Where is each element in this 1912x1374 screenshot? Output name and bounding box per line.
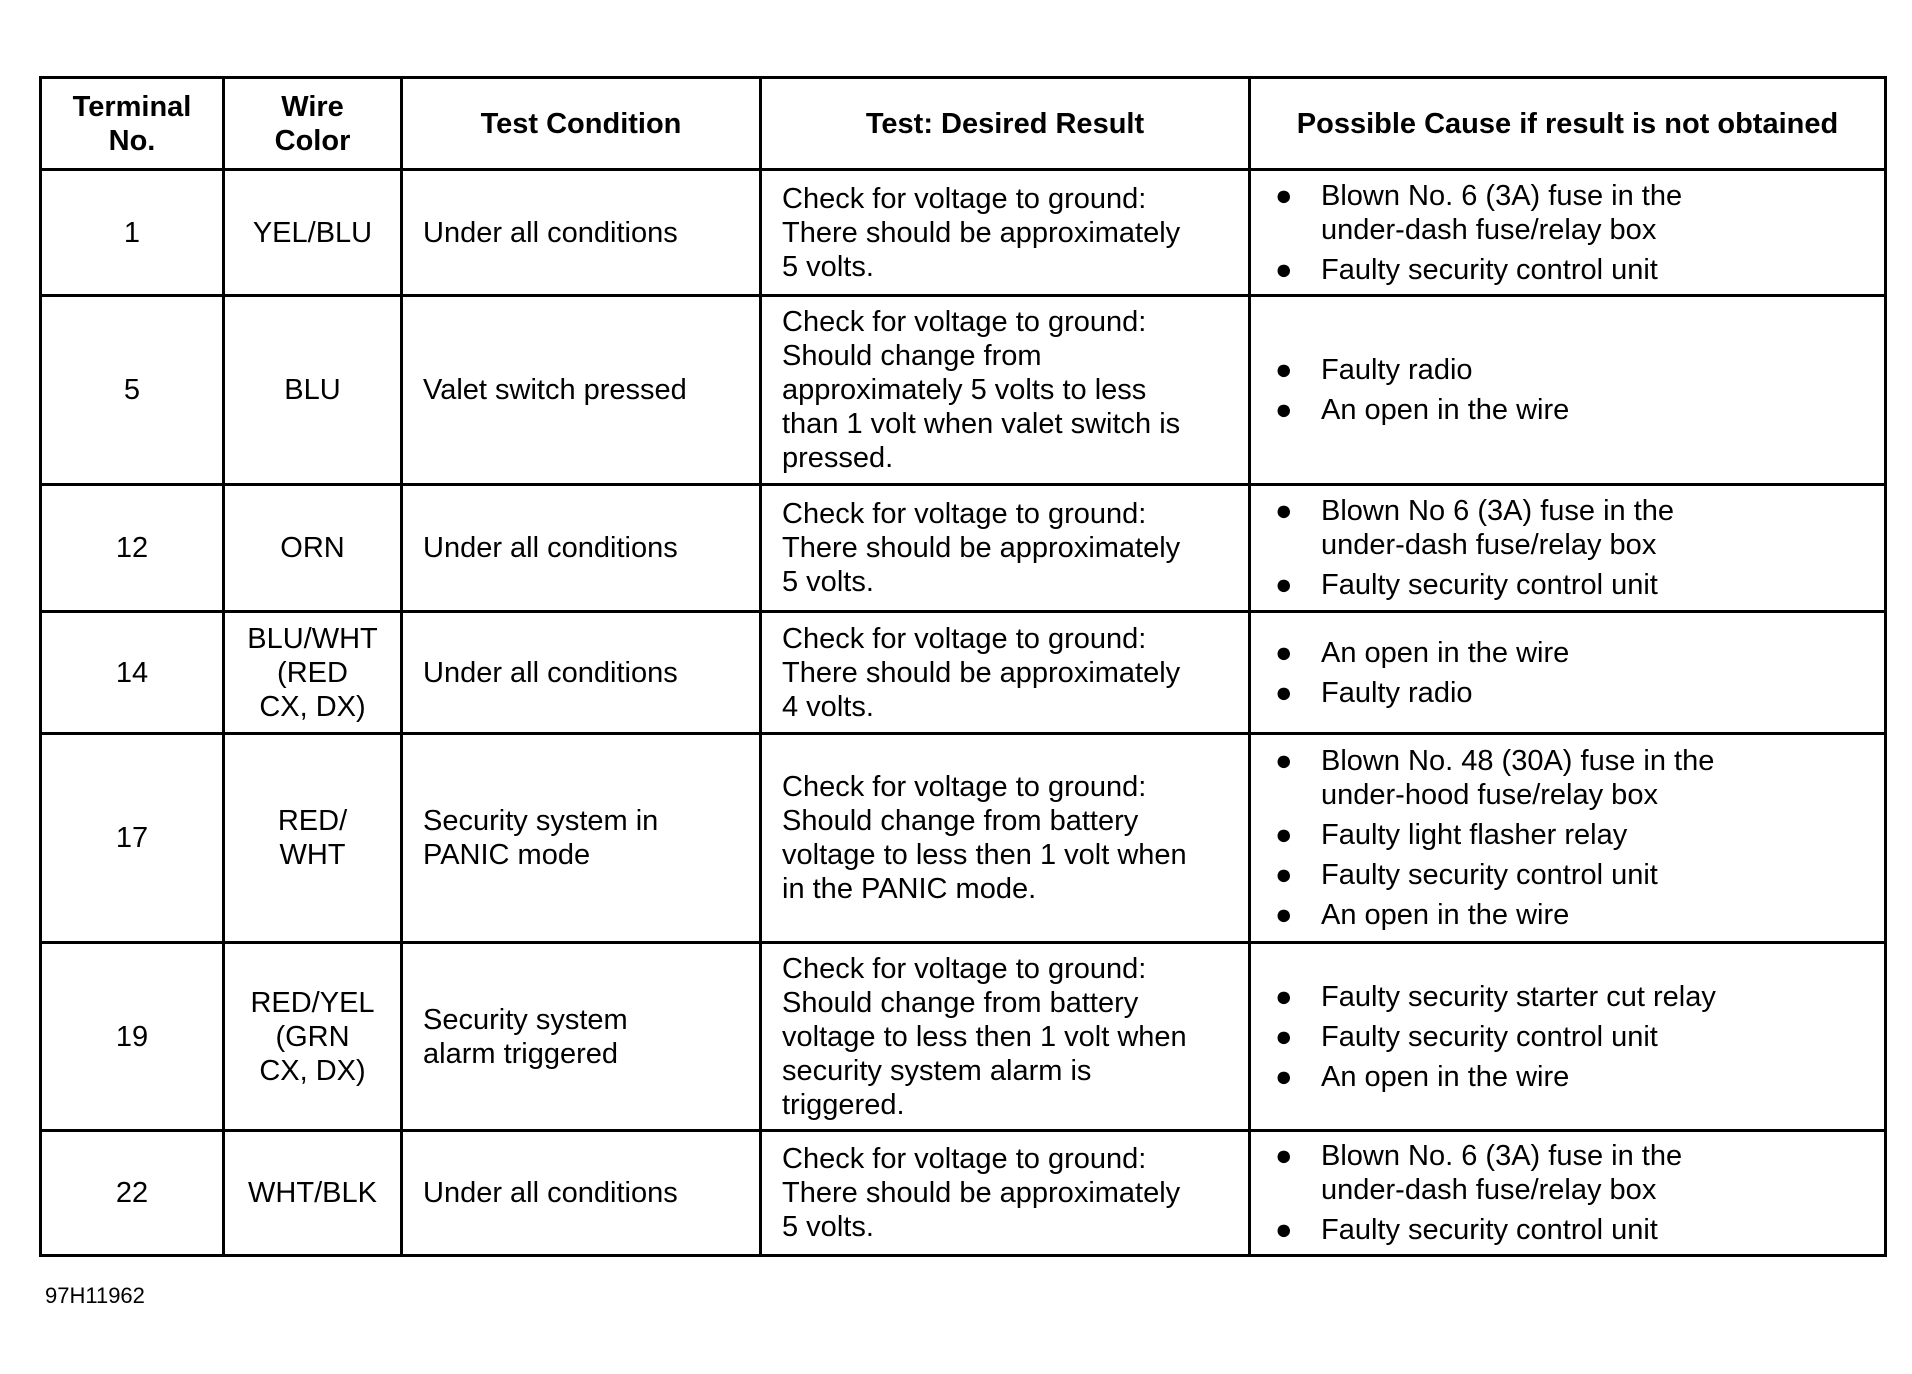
cause-item <box>1271 1020 1872 1054</box>
text-line: Faulty security control unit <box>1321 859 1658 891</box>
header-test-condition <box>402 78 761 170</box>
header-wire-color <box>224 78 402 170</box>
text-line: security system alarm is <box>782 1054 1092 1087</box>
terminal-no-cell <box>41 734 224 943</box>
text-line: An open in the wire <box>1321 1060 1570 1093</box>
cause-item <box>1271 353 1872 387</box>
table-row <box>41 734 1886 943</box>
text-line: Faulty radio <box>1321 676 1473 709</box>
text-line: An open in the wire <box>1321 394 1570 426</box>
possible-cause-cell <box>1250 1131 1886 1256</box>
text-line: voltage to less then 1 volt when <box>782 839 1187 871</box>
possible-cause-cell <box>1250 943 1886 1131</box>
text-line: Check for voltage to ground: <box>782 952 1147 985</box>
bullet-icon: ● <box>1275 676 1293 709</box>
text-line: Color <box>274 124 351 157</box>
text-line: Valet switch pressed <box>423 374 687 406</box>
text-line: Blown No. 6 (3A) fuse in the <box>1321 1140 1683 1172</box>
text-line: under-dash fuse/relay box <box>1321 1174 1657 1206</box>
cause-item <box>1271 494 1872 562</box>
text-line: Should change from battery <box>782 986 1139 1019</box>
bullet-icon: ● <box>1275 253 1293 286</box>
text-line: Check for voltage to ground: <box>782 306 1147 338</box>
cause-item <box>1271 980 1872 1014</box>
text-line: than 1 volt when valet switch is <box>782 408 1181 440</box>
desired-result-cell <box>761 1131 1250 1256</box>
cause-item <box>1271 1139 1872 1207</box>
table-row <box>41 296 1886 485</box>
cause-list <box>1271 636 1872 710</box>
possible-cause-cell <box>1250 485 1886 612</box>
text-line: No. <box>108 124 156 157</box>
text-line: Should change from <box>782 340 1042 372</box>
terminal-number: 1 <box>123 216 141 249</box>
text-line: Faulty radio <box>1321 354 1473 386</box>
bullet-icon: ● <box>1275 899 1293 931</box>
cause-list <box>1271 494 1872 602</box>
text-line: Faulty security control unit <box>1321 1020 1658 1053</box>
wire-color-cell <box>224 612 402 734</box>
cause-item <box>1271 393 1872 427</box>
terminal-no-cell <box>41 485 224 612</box>
cause-item <box>1271 676 1872 710</box>
cause-item <box>1271 744 1872 812</box>
desired-result-cell <box>761 734 1250 943</box>
text-line: Faulty security control unit <box>1321 1214 1658 1246</box>
text-line: CX, DX) <box>259 1054 366 1087</box>
cause-item <box>1271 1213 1872 1247</box>
text-line: An open in the wire <box>1321 636 1570 669</box>
table-row <box>41 612 1886 734</box>
text-line: There should be approximately <box>782 656 1181 689</box>
text-line: RED/ <box>277 805 348 837</box>
test-condition-cell <box>402 485 761 612</box>
cause-item <box>1271 568 1872 602</box>
terminal-number: 12 <box>115 532 149 564</box>
text-line: WHT/BLK <box>248 1177 377 1209</box>
text-line: under-dash fuse/relay box <box>1321 213 1657 246</box>
cause-item <box>1271 253 1872 287</box>
text-line: Under all conditions <box>423 656 678 689</box>
text-line: Wire <box>281 90 344 123</box>
text-line: under-dash fuse/relay box <box>1321 529 1657 561</box>
text-line: Test: Desired Result <box>865 107 1145 140</box>
bullet-icon: ● <box>1275 1140 1293 1172</box>
cause-item <box>1271 179 1872 247</box>
wire-color-cell <box>224 1131 402 1256</box>
test-condition-cell <box>402 734 761 943</box>
text-line: Check for voltage to ground: <box>782 182 1147 215</box>
cause-list <box>1271 980 1872 1094</box>
desired-result-cell <box>761 170 1250 296</box>
possible-cause-cell <box>1250 734 1886 943</box>
text-line: Faulty security control unit <box>1321 253 1658 286</box>
desired-result-cell <box>761 612 1250 734</box>
wire-color-cell <box>224 943 402 1131</box>
text-line: pressed. <box>782 442 894 474</box>
test-condition-cell <box>402 1131 761 1256</box>
text-line: Security system in <box>423 805 659 837</box>
bullet-icon: ● <box>1275 859 1293 891</box>
wire-color-cell <box>224 485 402 612</box>
wire-color-cell <box>224 170 402 296</box>
test-condition-cell <box>402 170 761 296</box>
bullet-icon: ● <box>1275 394 1293 426</box>
figure-code: 97H11962 <box>45 1283 145 1308</box>
text-line: 5 volts. <box>782 566 874 598</box>
text-line: CX, DX) <box>259 690 366 723</box>
text-line: YEL/BLU <box>252 216 373 249</box>
text-line: There should be approximately <box>782 532 1181 564</box>
text-line: voltage to less then 1 volt when <box>782 1020 1187 1053</box>
header-row <box>41 78 1886 170</box>
text-line: Faulty light flasher relay <box>1321 819 1628 851</box>
text-line: Blown No. 6 (3A) fuse in the <box>1321 179 1683 212</box>
text-line: Test Condition <box>480 107 682 140</box>
text-line: An open in the wire <box>1321 899 1570 931</box>
text-line: RED/YEL <box>250 986 375 1019</box>
bullet-icon: ● <box>1275 179 1293 212</box>
text-line: triggered. <box>782 1088 905 1121</box>
text-line: Faulty security control unit <box>1321 569 1658 601</box>
text-line: Blown No 6 (3A) fuse in the <box>1321 495 1675 527</box>
desired-result-cell <box>761 296 1250 485</box>
possible-cause-cell <box>1250 170 1886 296</box>
bullet-icon: ● <box>1275 569 1293 601</box>
text-line: 4 volts. <box>782 690 874 723</box>
text-line: in the PANIC mode. <box>782 873 1037 905</box>
header-desired-result <box>761 78 1250 170</box>
terminal-no-cell <box>41 943 224 1131</box>
table-row <box>41 1131 1886 1256</box>
diagnostic-table <box>39 76 1887 1257</box>
terminal-number: 19 <box>115 1020 149 1053</box>
text-line: alarm triggered <box>423 1037 619 1070</box>
header-possible-cause <box>1250 78 1886 170</box>
text-line: Blown No. 48 (30A) fuse in the <box>1321 745 1715 777</box>
wire-color-cell <box>224 734 402 943</box>
test-condition-cell <box>402 296 761 485</box>
wire-color-cell <box>224 296 402 485</box>
cause-item <box>1271 818 1872 852</box>
terminal-number: 14 <box>115 656 149 689</box>
cause-list <box>1271 744 1872 932</box>
cause-item <box>1271 1060 1872 1094</box>
text-line: Should change from battery <box>782 805 1139 837</box>
table-row <box>41 170 1886 296</box>
text-line: Terminal <box>72 90 192 123</box>
bullet-icon: ● <box>1275 1214 1293 1246</box>
table-row <box>41 943 1886 1131</box>
cause-list <box>1271 179 1872 287</box>
bullet-icon: ● <box>1275 636 1293 669</box>
terminal-number: 5 <box>123 374 141 406</box>
text-line: Security system <box>423 1003 628 1036</box>
cause-item <box>1271 858 1872 892</box>
text-line: There should be approximately <box>782 216 1181 249</box>
terminal-number: 22 <box>115 1177 149 1209</box>
bullet-icon: ● <box>1275 745 1293 777</box>
bullet-icon: ● <box>1275 1060 1293 1093</box>
text-line: Under all conditions <box>423 216 678 249</box>
text-line: (GRN <box>275 1020 350 1053</box>
text-line: under-hood fuse/relay box <box>1321 779 1658 811</box>
test-condition-cell <box>402 612 761 734</box>
desired-result-cell <box>761 485 1250 612</box>
desired-result-cell <box>761 943 1250 1131</box>
text-line: BLU/WHT <box>247 622 378 655</box>
text-line: approximately 5 volts to less <box>782 374 1147 406</box>
text-line: Check for voltage to ground: <box>782 1143 1147 1175</box>
bullet-icon: ● <box>1275 980 1293 1013</box>
bullet-icon: ● <box>1275 819 1293 851</box>
table-row <box>41 485 1886 612</box>
terminal-no-cell <box>41 170 224 296</box>
text-line: There should be approximately <box>782 1177 1181 1209</box>
text-line: Under all conditions <box>423 1177 678 1209</box>
text-line: WHT <box>279 839 346 871</box>
text-line: Faulty security starter cut relay <box>1321 980 1716 1013</box>
text-line: Check for voltage to ground: <box>782 622 1147 655</box>
text-line: Check for voltage to ground: <box>782 498 1147 530</box>
text-line: (RED <box>277 656 348 689</box>
bullet-icon: ● <box>1275 354 1293 386</box>
text-line: Under all conditions <box>423 532 678 564</box>
text-line: 5 volts. <box>782 1211 874 1243</box>
text-line: Check for voltage to ground: <box>782 771 1147 803</box>
bullet-icon: ● <box>1275 495 1293 527</box>
terminal-no-cell <box>41 612 224 734</box>
terminal-no-cell <box>41 1131 224 1256</box>
header-terminal-no <box>41 78 224 170</box>
possible-cause-cell <box>1250 296 1886 485</box>
terminal-number: 17 <box>115 822 149 854</box>
cause-list <box>1271 1139 1872 1247</box>
cause-item <box>1271 898 1872 932</box>
text-line: ORN <box>280 532 345 564</box>
cause-list <box>1271 353 1872 427</box>
text-line: Possible Cause if result is not obtained <box>1296 107 1839 140</box>
text-line: BLU <box>284 374 341 406</box>
cause-item <box>1271 636 1872 670</box>
text-line: PANIC mode <box>423 839 591 871</box>
test-condition-cell <box>402 943 761 1131</box>
terminal-no-cell <box>41 296 224 485</box>
text-line: 5 volts. <box>782 250 874 283</box>
bullet-icon: ● <box>1275 1020 1293 1053</box>
possible-cause-cell <box>1250 612 1886 734</box>
